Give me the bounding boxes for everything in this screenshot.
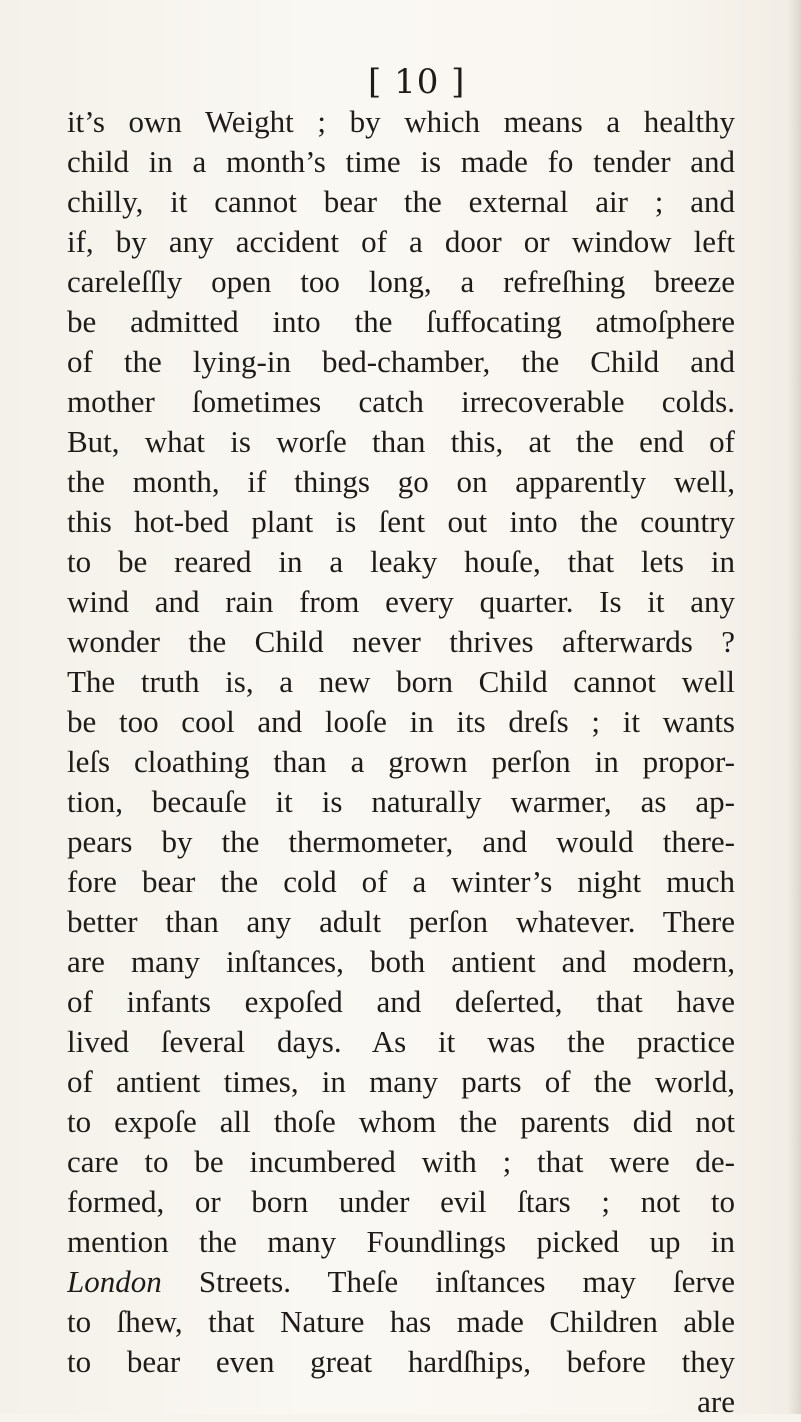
text-line-27: care to be incumbered with ; that were de- [67, 1144, 735, 1179]
catchword: are [697, 1384, 735, 1419]
text-line-14: wonder the Child never thrives afterwards ? [67, 624, 735, 659]
text-line-29: mention the many Foundlings picked up in [67, 1224, 735, 1259]
text-line-30 [67, 1262, 735, 1302]
text-line-26: to expoſe all thoſe whom the parents did not [67, 1104, 735, 1139]
text-line-15: The truth is, a new born Child cannot well [67, 664, 735, 699]
text-line-25: of antient times, in many parts of the world, [67, 1064, 735, 1099]
text-line-4: if, by any accident of a door or window left [67, 224, 735, 259]
text-line-31: to ſhew, that Nature has made Children able [67, 1304, 735, 1339]
text-line-16: be too cool and looſe in its dreſs ; it wants [67, 704, 735, 739]
page-number: [ 10 ] [368, 62, 466, 102]
text-line-1: it’s own Weight ; by which means a healthy [67, 104, 735, 139]
text-line-18: tion, becauſe it is naturally warmer, as ap- [67, 784, 735, 819]
text-line-5: careleſſly open too long, a refreſhing breeze [67, 264, 735, 299]
text-line-7: of the lying-in bed-chamber, the Child and [67, 344, 735, 379]
text-line-20: fore bear the cold of a winter’s night much [67, 864, 735, 899]
text-line-30-rest: Streets. Theſe inſtances may ſerve [198, 1264, 735, 1299]
text-line-23: of infants expoſed and deſerted, that have [67, 984, 735, 1019]
text-line-17: leſs cloathing than a grown perſon in propor- [67, 744, 735, 779]
text-line-19: pears by the thermometer, and would there- [67, 824, 735, 859]
text-line-3: chilly, it cannot bear the external air ; and [67, 184, 735, 219]
text-line-10: the month, if things go on apparently well, [67, 464, 735, 499]
text-line-12: to be reared in a leaky houſe, that lets in [67, 544, 735, 579]
italic-place-name: London [67, 1264, 162, 1299]
text-line-32: to bear even great hardſhips, before they [67, 1344, 735, 1379]
text-line-6: be admitted into the ſuffocating atmoſphere [67, 304, 735, 339]
text-line-22: are many inſtances, both antient and modern, [67, 944, 735, 979]
text-line-21: better than any adult perſon whatever. There [67, 904, 735, 939]
text-line-2: child in a month’s time is made fo tender and [67, 144, 735, 179]
text-line-11: this hot-bed plant is ſent out into the country [67, 504, 735, 539]
text-line-28: formed, or born under evil ſtars ; not to [67, 1184, 735, 1219]
text-line-8: mother ſometimes catch irrecoverable colds. [67, 384, 735, 419]
text-line-13: wind and rain from every quarter. Is it any [67, 584, 735, 619]
text-line-24: lived ſeveral days. As it was the practice [67, 1024, 735, 1059]
text-line-9: But, what is worſe than this, at the end of [67, 424, 735, 459]
